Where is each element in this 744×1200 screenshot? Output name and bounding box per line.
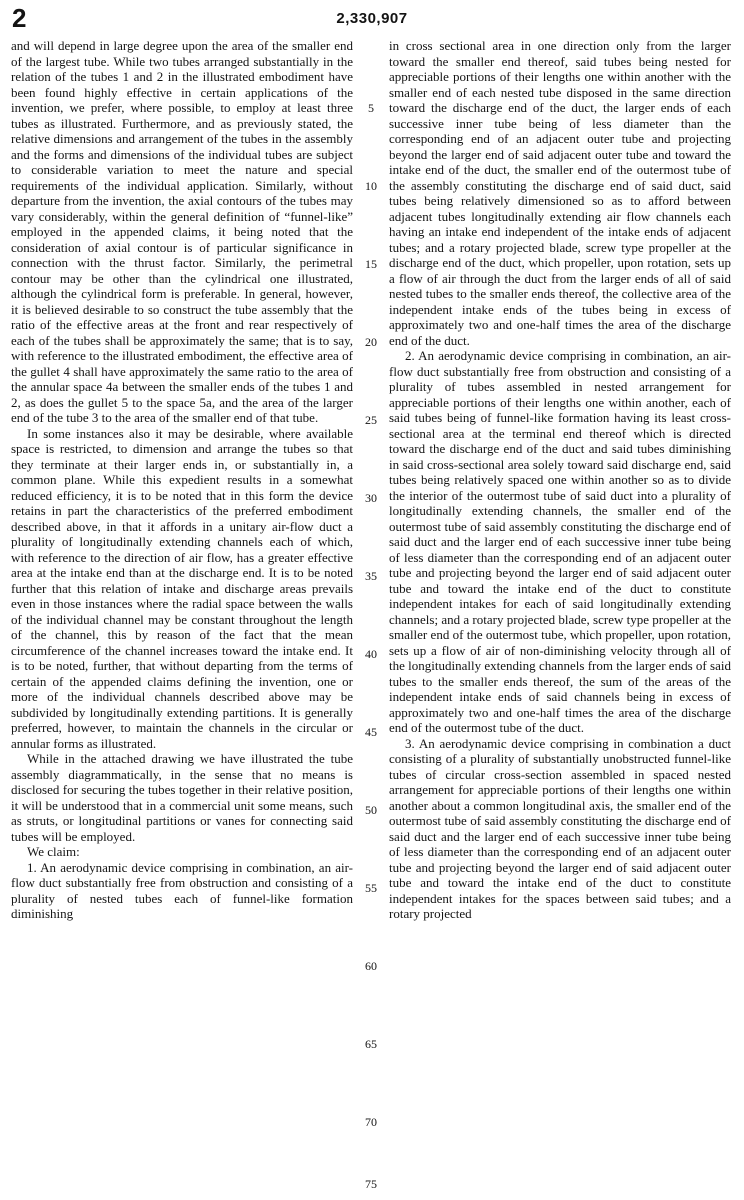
line-number: 30 — [365, 491, 377, 505]
line-number: 60 — [365, 959, 377, 973]
line-number: 50 — [365, 803, 377, 817]
paragraph: and will depend in large degree upon the area of the smaller end of the largest tube. While two tubes arranged substantially in the relation of the tubes 1 and 2 in the illustrated embodiment have been found highly effective in certain applications of the invention, we prefer, where possible, to employ at least three tubes as illustrated. Furthermore, and as previously stated, the relative dimensions and arrangement of the tubes in the assembly and the forms and dimensions of the individual tubes are subject to considerable variation to meet the nature and special requirements of the individual application. Similarly, without departure from the invention, the axial contours of the tubes may vary considerably, within the general definition of “funnel-like” employed in the appended claims, it being noted that the consideration of axial contour is of particular significance in connection with the thrust factor. Similarly, the perimetral contour may be other than the cylindrical one illustrated, although the cylindrical form is preferable. In general, however, it is believed desirable to so construct the tube assembly that the ratio of the effective areas at the front and rear respectively of each of the tubes shall be approximately the same; that is to say, with reference to the illustrated embodiment, the effective area of the gullet 4 shall have approximately the same ratio to the area of the annular space 4a between the smaller ends of the tubes 1 and 2, as does the gullet 5 to the space 5a, and the area of the larger end of the tube 3 to the area of the smaller end of that tube. — [11, 38, 353, 425]
right-column — [389, 38, 731, 922]
claim-paragraph: 1. An aerodynamic device comprising in combination, an air-flow duct substantially free from obstruction and consisting of a plurality of nested tubes each of funnel-like formation diminishing — [11, 859, 353, 921]
claim-paragraph: in cross sectional area in one direction only from the larger toward the smaller end thereof, said tubes being nested for appreciable portions of their lengths one within another with the smaller end of each nested tube disposed in the same direction toward the discharge end of the duct, the larger ends of each successive inner tube being of less diameter than the corresponding end of an adjacent outer tube and projecting beyond the larger end of said adjacent outer tube and toward the intake end of the duct, the smaller end of the outermost tube of the assembly constituting the discharge end of said duct, said tubes being relatively dimensioned so as to afford between adjacent tubes longitudinally extending air flow channels each having an intake end independent of the intake ends of adjacent tubes; and a rotary projected blade, screw type propeller at the discharge end of the duct, which propeller, upon rotation, sets up a flow of air through the duct from the larger ends of all of said nested tubes to the smaller ends thereof, the collective area of the independent intake ends of the tubes being in excess of approximately two and one-half times the area of the discharge end of the duct. — [389, 38, 731, 348]
line-number: 15 — [365, 257, 377, 271]
claims-heading: We claim: — [27, 844, 80, 859]
line-number: 35 — [365, 569, 377, 583]
claim-paragraph: 3. An aerodynamic device comprising in combination a duct consisting of a plurality of substantially unobstructed funnel-like tubes of circular cross-section assembled in spaced nested arrangement for appreciable portions of their lengths one within another about a common longitudinal axis, the smaller end of the outermost tube of said assembly constituting the discharge end of said duct and the larger end of each successive inner tube being of less diameter than the corresponding end of an adjacent outer tube and projecting beyond the larger end of said adjacent outer tube and toward the intake end of the duct to constitute independent intakes for the spaces between said tubes; and a rotary projected — [389, 735, 731, 921]
line-number: 40 — [365, 647, 377, 661]
line-number: 5 — [368, 101, 374, 115]
line-number-gutter — [360, 0, 382, 1200]
patent-number: 2,330,907 — [336, 10, 408, 27]
line-number: 75 — [365, 1177, 377, 1191]
paragraph: In some instances also it may be desirable, where available space is restricted, to dimension and arrange the tubes so that they terminate at their larger ends in, or substantially in, a common plane. While this expedient results in a somewhat reduced efficiency, it is to be noted that in this form the device retains in part the characteristics of the preferred embodiment described above, in that it affords in a unitary air-flow duct a plurality of longitudinally extending channels each of which, with reference to the direction of air flow, has a greater effective area at the intake end than at the discharge end. It is to be noted further that this relation of intake and discharge areas prevails even in those instances where the radial space between the walls of the individual channel may be constant throughout the length of the channel, this by reason of the fact that the mean circumference of the channel increases toward the intake end. It is to be noted, further, that without departing from the terms of certain of the appended claims defining the invention, one or more of the individual channels described above may be subdivided by longitudinally extending partitions. It is generally preferred, however, to maintain the channels in the circular or annular forms as illustrated. — [11, 425, 353, 751]
line-number: 10 — [365, 179, 377, 193]
line-number: 70 — [365, 1115, 377, 1129]
line-number: 65 — [365, 1037, 377, 1051]
line-number: 45 — [365, 725, 377, 739]
paragraph: While in the attached drawing we have illustrated the tube assembly diagrammatically, in the sense that no means is disclosed for securing the tubes together in their relative position, it will be understood that in a commercial unit some means, such as struts, or longitudinal partitions or vanes for connecting said tubes will be employed. — [11, 751, 353, 844]
line-number: 25 — [365, 413, 377, 427]
claim-paragraph: 2. An aerodynamic device comprising in combination, an air-flow duct substantially free from obstruction and consisting of a plurality of tubes assembled in nested arrangement for appreciable portions of their lengths one within another, each of said tubes being of funnel-like formation having its least cross-sectional area at the terminal end thereof which is directed toward the discharge end of the duct and said tubes diminishing in said cross-sectional area solely toward said discharge end, said tubes being relatively spaced one within another so as to divide the interior of the outermost tube of said duct into a plurality of longitudinally extending channels, the smaller end of the outermost tube of said assembly constituting the discharge end of said duct and the larger end of each successive inner tube being of less diameter than the corresponding end of an adjacent outer tube and projecting beyond the larger end of said adjacent outer tube and toward the intake end of the duct to constitute independent intakes for each of said longitudinally extending channels; and a rotary projected blade, screw type propeller at the smaller end of the outermost tube, which propeller, upon rotation, sets up a flow of air of non-diminishing velocity through all of the longitudinally extending channels from the larger ends of said tubes to the smaller ends thereof, the sum of the areas of the independent intake ends of said channels being in excess of approximately two and one-half times the area of the discharge end of the outermost tube of the duct. — [389, 348, 731, 735]
line-number: 20 — [365, 335, 377, 349]
line-number: 55 — [365, 881, 377, 895]
page-number: 2 — [12, 3, 27, 33]
left-column — [11, 38, 353, 922]
